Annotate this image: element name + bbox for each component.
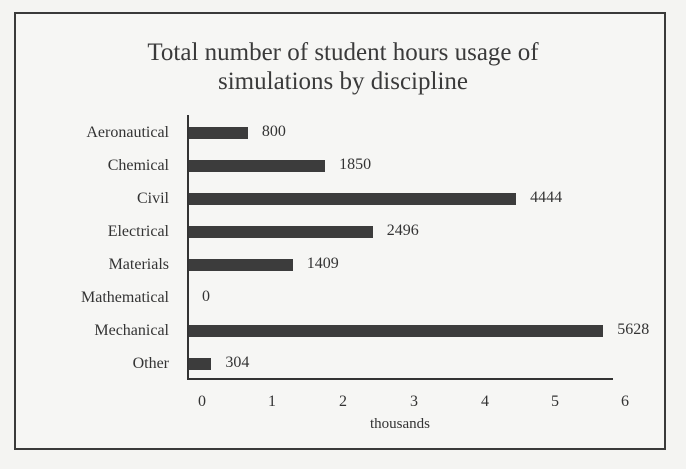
title-line-2: simulations by discipline bbox=[218, 68, 468, 95]
title-line-1: Total number of student hours usage of bbox=[147, 39, 539, 66]
value-label: 0 bbox=[202, 288, 210, 305]
bar bbox=[189, 325, 603, 337]
value-label: 1850 bbox=[339, 156, 372, 173]
category-label: Mathematical bbox=[81, 289, 169, 306]
value-label: 5628 bbox=[617, 321, 650, 338]
x-tick-label: 1 bbox=[268, 393, 276, 410]
bar bbox=[189, 358, 211, 370]
value-label: 2496 bbox=[386, 222, 419, 239]
category-label: Electrical bbox=[107, 223, 169, 240]
x-axis bbox=[187, 378, 613, 380]
x-tick-label: 0 bbox=[198, 393, 206, 410]
x-tick-label: 6 bbox=[621, 393, 629, 410]
category-label: Other bbox=[132, 355, 169, 372]
x-axis-label: thousands bbox=[370, 416, 430, 432]
category-label: Aeronautical bbox=[86, 124, 169, 141]
value-label: 800 bbox=[261, 123, 286, 140]
x-tick-label: 4 bbox=[481, 393, 489, 410]
x-tick-label: 2 bbox=[339, 393, 347, 410]
value-label: 1409 bbox=[306, 255, 339, 272]
value-label: 304 bbox=[225, 354, 250, 371]
y-axis bbox=[187, 115, 189, 380]
value-label: 4444 bbox=[530, 189, 563, 206]
category-label: Materials bbox=[108, 256, 169, 273]
bar bbox=[189, 193, 516, 205]
bar bbox=[189, 259, 293, 271]
bar bbox=[189, 226, 373, 238]
x-tick-label: 5 bbox=[551, 393, 559, 410]
category-label: Mechanical bbox=[94, 322, 169, 339]
bar bbox=[189, 127, 248, 139]
chart-title bbox=[0, 38, 686, 96]
category-label: Civil bbox=[136, 190, 169, 207]
bar bbox=[189, 160, 325, 172]
x-tick-label: 3 bbox=[410, 393, 418, 410]
category-label: Chemical bbox=[107, 157, 169, 174]
